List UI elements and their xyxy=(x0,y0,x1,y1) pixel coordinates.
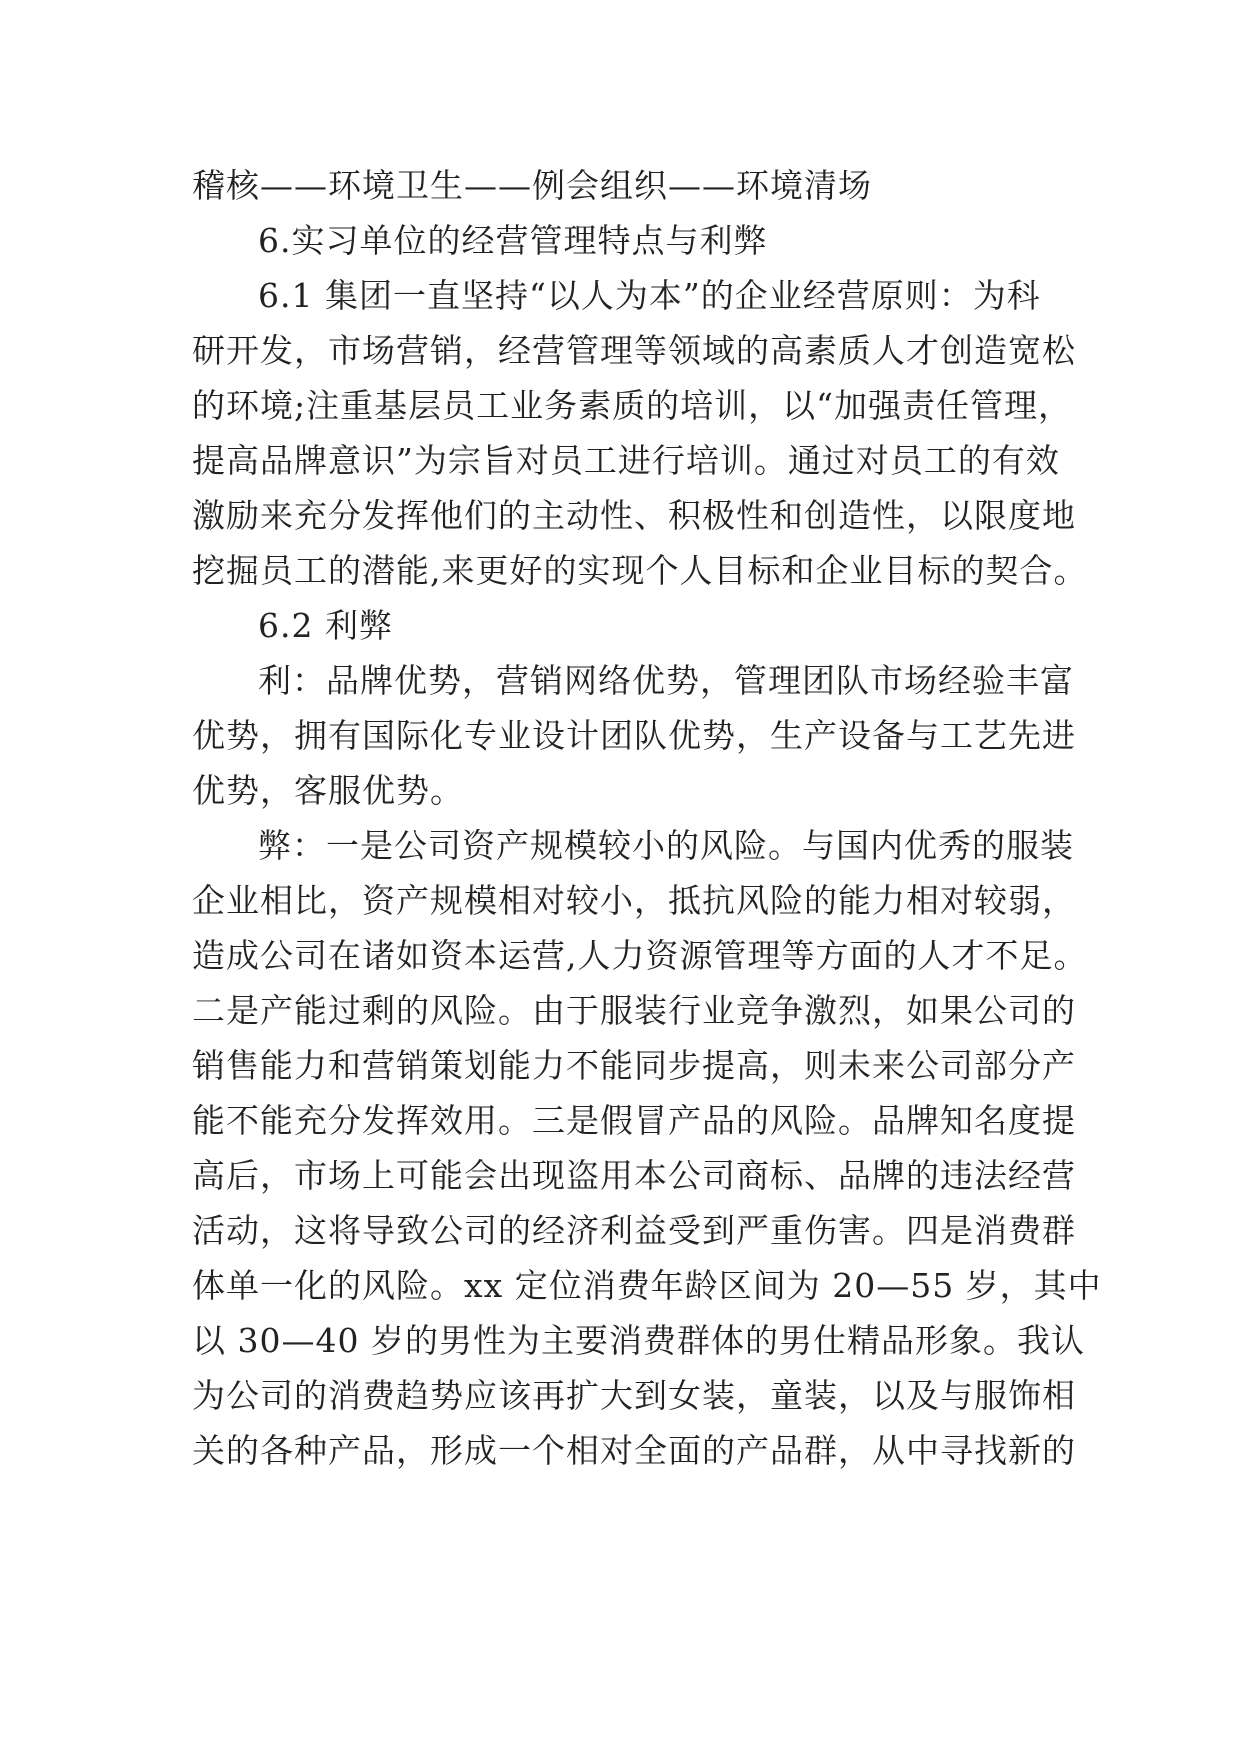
text-line: 提高品牌意识”为宗旨对员工进行培训。通过对员工的有效 xyxy=(192,441,1060,480)
text-line: 研开发，市场营销，经营管理等领域的高素质人才创造宽松 xyxy=(192,331,1076,370)
text-line: 优势，客服优势。 xyxy=(192,771,464,810)
text-line: 关的各种产品，形成一个相对全面的产品群，从中寻找新的 xyxy=(192,1431,1076,1470)
text-line: 能不能充分发挥效用。三是假冒产品的风险。品牌知名度提 xyxy=(192,1101,1076,1140)
text-line: 以 30—40 岁的男性为主要消费群体的男仕精品形象。我认 xyxy=(192,1321,1085,1360)
text-line: 为公司的消费趋势应该再扩大到女装，童装，以及与服饰相 xyxy=(192,1376,1076,1415)
text-line: 弊：一是公司资产规模较小的风险。与国内优秀的服装 xyxy=(258,826,1074,865)
text-line: 利：品牌优势，营销网络优势，管理团队市场经验丰富 xyxy=(258,661,1074,700)
text-line: 优势，拥有国际化专业设计团队优势，生产设备与工艺先进 xyxy=(192,716,1076,755)
text-line: 挖掘员工的潜能,来更好的实现个人目标和企业目标的契合。 xyxy=(192,551,1088,590)
text-line: 6.1 集团一直坚持“以人为本”的企业经营原则：为科 xyxy=(258,276,1041,315)
text-line: 的环境;注重基层员工业务素质的培训，以“加强责任管理， xyxy=(192,386,1072,425)
text-line: 二是产能过剩的风险。由于服装行业竞争激烈，如果公司的 xyxy=(192,991,1076,1030)
text-line: 造成公司在诸如资本运营,人力资源管理等方面的人才不足。 xyxy=(192,936,1088,975)
text-line: 稽核——环境卫生——例会组织——环境清场 xyxy=(192,166,872,205)
body-text xyxy=(192,158,1102,1478)
text-line: 活动，这将导致公司的经济利益受到严重伤害。四是消费群 xyxy=(192,1211,1076,1250)
text-line: 企业相比，资产规模相对较小，抵抗风险的能力相对较弱， xyxy=(192,881,1076,920)
text-line: 激励来充分发挥他们的主动性、积极性和创造性，以限度地 xyxy=(192,496,1076,535)
text-line: 高后，市场上可能会出现盗用本公司商标、品牌的违法经营 xyxy=(192,1156,1076,1195)
section-heading-6-2: 6.2 利弊 xyxy=(258,606,393,645)
text-line: 销售能力和营销策划能力不能同步提高，则未来公司部分产 xyxy=(192,1046,1076,1085)
section-heading-6: 6.实习单位的经营管理特点与利弊 xyxy=(258,221,768,260)
text-line: 体单一化的风险。xx 定位消费年龄区间为 20—55 岁，其中 xyxy=(192,1266,1102,1305)
